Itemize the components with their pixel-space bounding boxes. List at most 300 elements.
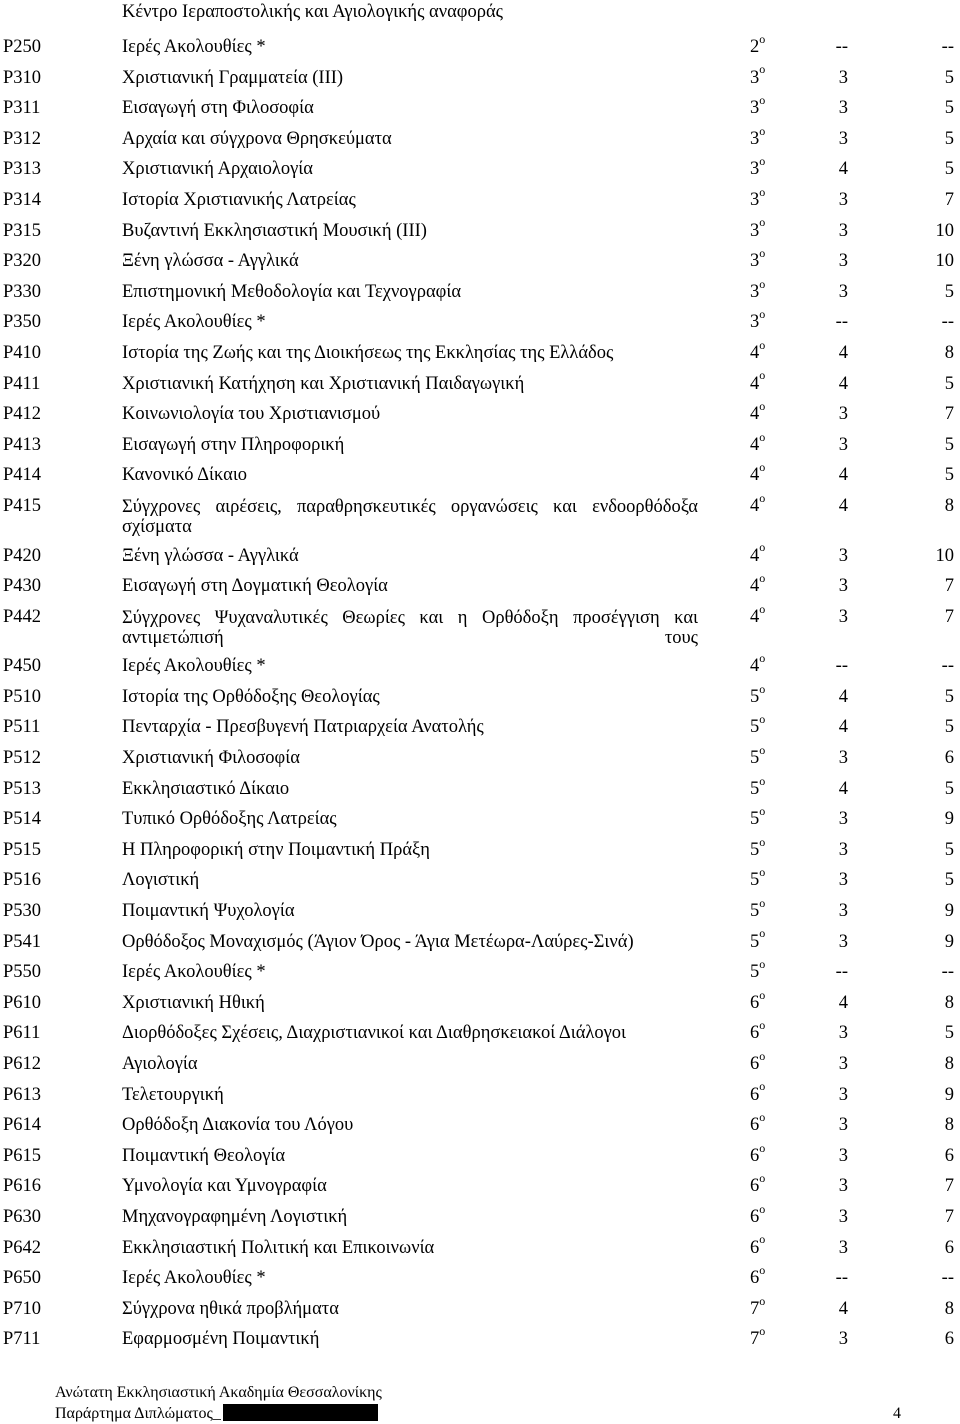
semester-ordinal: ο — [759, 651, 766, 666]
semester-ordinal: ο — [759, 1293, 766, 1308]
course-code: Ρ614 — [3, 1115, 42, 1136]
course-hours: 3 — [838, 748, 848, 769]
course-hours: 3 — [838, 576, 848, 597]
course-title: Σύγχρονες Ψυχαναλυτικές Θεωρίες και η Ορθόδοξη προσέγγιση και αντιμετώπισή τους — [122, 607, 698, 648]
course-table — [0, 32, 960, 1355]
table-row — [0, 774, 960, 805]
course-title: Κοινωνιολογία του Χριστιανισμού — [122, 404, 381, 425]
course-semester — [750, 774, 765, 805]
course-code: Ρ430 — [3, 576, 42, 597]
course-ects: 9 — [944, 931, 954, 952]
course-semester — [750, 835, 765, 866]
semester-number: 4 — [750, 404, 760, 425]
course-ects: 5 — [944, 465, 954, 486]
course-title: Χριστιανική Κατήχηση και Χριστιανική Παιδαγωγική — [122, 373, 525, 394]
semester-ordinal: ο — [759, 154, 766, 169]
course-hours: 3 — [838, 1176, 848, 1197]
course-title: Μηχανογραφημένη Λογιστική — [122, 1206, 348, 1227]
table-row — [0, 682, 960, 713]
course-semester — [750, 1324, 765, 1355]
semester-ordinal: ο — [759, 865, 766, 880]
course-title: Σύγχρονα ηθικά προβλήματα — [122, 1298, 339, 1319]
course-ects: 10 — [935, 545, 954, 566]
semester-number: 5 — [750, 870, 760, 891]
course-semester — [750, 307, 765, 338]
course-semester — [750, 277, 765, 308]
course-semester — [750, 1294, 765, 1325]
course-semester — [750, 1110, 765, 1141]
table-row — [0, 430, 960, 461]
semester-ordinal: ο — [759, 1324, 766, 1339]
table-row — [0, 399, 960, 430]
course-title: Εισαγωγή στη Δογματική Θεολογία — [122, 576, 388, 597]
course-ects: 7 — [944, 576, 954, 597]
table-row — [0, 957, 960, 988]
redaction-bar — [223, 1404, 378, 1421]
course-code: Ρ315 — [3, 220, 42, 241]
course-title: Ιερές Ακολουθίες * — [122, 37, 266, 57]
table-row — [0, 896, 960, 927]
course-title: Ιστορία Χριστιανικής Λατρείας — [122, 189, 356, 210]
course-semester — [750, 154, 765, 185]
course-title: Ιστορία της Ζωής και της Διοικήσεως της Εκκλησίας της Ελλάδος — [122, 342, 614, 363]
semester-ordinal: ο — [759, 1171, 766, 1186]
semester-number: 6 — [750, 1268, 760, 1289]
course-hours: 3 — [838, 1206, 848, 1227]
course-ects: 5 — [944, 778, 954, 799]
course-title: Ποιμαντική Θεολογία — [122, 1145, 286, 1166]
course-semester — [750, 1049, 765, 1080]
course-code: Ρ516 — [3, 870, 42, 891]
course-ects: 7 — [944, 404, 954, 425]
course-ects: 5 — [944, 839, 954, 860]
course-code: Ρ415 — [3, 495, 42, 516]
semester-ordinal: ο — [759, 1263, 766, 1277]
table-row — [0, 712, 960, 743]
course-title: Εκκλησιαστική Πολιτική και Επικοινωνία — [122, 1237, 435, 1258]
course-ects: 5 — [944, 1023, 954, 1044]
semester-ordinal: ο — [759, 773, 766, 788]
semester-ordinal: ο — [759, 1201, 766, 1216]
semester-number: 6 — [750, 1145, 760, 1166]
semester-ordinal: ο — [759, 398, 766, 413]
course-hours: 3 — [838, 931, 848, 952]
course-semester — [750, 63, 765, 94]
course-code: Ρ310 — [3, 67, 42, 88]
course-hours: -- — [835, 1268, 848, 1289]
footer-document-line — [55, 1403, 382, 1424]
course-ects: 6 — [944, 1329, 954, 1350]
semester-ordinal: ο — [759, 123, 766, 138]
semester-number: 6 — [750, 992, 760, 1013]
course-code: Ρ611 — [3, 1023, 41, 1044]
course-code: Ρ511 — [3, 717, 41, 738]
course-code: Ρ313 — [3, 159, 42, 180]
course-ects: 6 — [944, 1237, 954, 1258]
course-title: Διορθόδοξες Σχέσεις, Διαχριστιανικοί και Διαθρησκειακοί Διάλογοι — [122, 1023, 627, 1044]
semester-ordinal: ο — [759, 31, 766, 46]
semester-number: 5 — [750, 839, 760, 860]
course-title: Ιστορία της Ορθόδοξης Θεολογίας — [122, 686, 380, 707]
course-semester — [750, 1141, 765, 1172]
course-title: Επιστημονική Μεθοδολογία και Τεχνογραφία — [122, 281, 462, 302]
course-title: Η Πληροφορική στην Ποιμαντική Πράξη — [122, 839, 430, 860]
course-hours: 4 — [838, 159, 848, 180]
table-row — [0, 804, 960, 835]
page-footer — [55, 1382, 382, 1424]
semester-ordinal: ο — [759, 1048, 766, 1063]
course-title: Χριστιανική Γραμματεία (ΙΙΙ) — [122, 67, 344, 88]
semester-number: 5 — [750, 931, 760, 952]
course-semester — [750, 1080, 765, 1111]
semester-number: 4 — [750, 606, 760, 627]
course-code: Ρ510 — [3, 686, 42, 707]
course-title: Ξένη γλώσσα - Αγγλικά — [122, 251, 299, 272]
course-title: Εφαρμοσμένη Ποιμαντική — [122, 1329, 320, 1350]
semester-number: 7 — [750, 1298, 760, 1319]
semester-number: 4 — [750, 342, 760, 363]
semester-ordinal: ο — [759, 540, 766, 555]
course-ects: 8 — [944, 495, 954, 516]
semester-number: 3 — [750, 159, 760, 180]
table-row — [0, 571, 960, 602]
table-row — [0, 1080, 960, 1111]
table-row — [0, 1141, 960, 1172]
course-hours: 3 — [838, 606, 848, 627]
semester-number: 4 — [750, 434, 760, 455]
course-code: Ρ311 — [3, 98, 41, 119]
footer-document-label: Παράρτημα Διπλώματος_ — [55, 1405, 221, 1422]
course-semester — [750, 460, 765, 491]
course-hours: 3 — [838, 901, 848, 922]
course-code: Ρ613 — [3, 1084, 42, 1105]
course-hours: -- — [835, 656, 848, 677]
table-row — [0, 246, 960, 277]
table-row — [0, 651, 960, 682]
semester-number: 3 — [750, 220, 760, 241]
course-semester — [750, 712, 765, 743]
course-hours: 3 — [838, 1115, 848, 1136]
semester-number: 3 — [750, 281, 760, 302]
course-code: Ρ610 — [3, 992, 42, 1013]
semester-ordinal: ο — [759, 1140, 766, 1155]
course-title: Ιερές Ακολουθίες * — [122, 656, 266, 677]
course-hours: 3 — [838, 1054, 848, 1074]
course-ects: 7 — [944, 1206, 954, 1227]
table-row — [0, 1263, 960, 1294]
semester-number: 3 — [750, 67, 760, 88]
course-code: Ρ314 — [3, 189, 42, 210]
course-ects: 10 — [935, 251, 954, 272]
table-row — [0, 602, 960, 652]
course-hours: 3 — [838, 545, 848, 566]
course-ects: 10 — [935, 220, 954, 241]
course-title: Ιερές Ακολουθίες * — [122, 962, 266, 983]
course-hours: 4 — [838, 373, 848, 394]
course-hours: -- — [835, 962, 848, 983]
course-title: Σύγχρονες αιρέσεις, παραθρησκευτικές οργανώσεις και ενδοορθόδοξα σχίσματα — [122, 496, 698, 537]
course-code: Ρ642 — [3, 1237, 42, 1258]
course-hours: -- — [835, 312, 848, 333]
semester-number: 5 — [750, 962, 760, 983]
course-semester — [750, 571, 765, 602]
course-ects: 5 — [944, 281, 954, 302]
course-ects: 5 — [944, 128, 954, 149]
course-code: Ρ312 — [3, 128, 42, 149]
course-semester — [750, 1018, 765, 1049]
semester-number: 3 — [750, 251, 760, 272]
course-hours: 4 — [838, 778, 848, 799]
course-ects: 7 — [944, 606, 954, 627]
semester-number: 6 — [750, 1176, 760, 1197]
course-semester — [750, 93, 765, 124]
semester-number: 6 — [750, 1115, 760, 1136]
course-ects: 5 — [944, 870, 954, 891]
table-row — [0, 1233, 960, 1264]
table-row — [0, 93, 960, 124]
table-row — [0, 63, 960, 94]
semester-ordinal: ο — [759, 601, 766, 616]
course-ects: -- — [941, 962, 954, 983]
semester-ordinal: ο — [759, 1079, 766, 1094]
semester-ordinal: ο — [759, 337, 766, 352]
course-semester — [750, 602, 765, 633]
course-title: Ποιμαντική Ψυχολογία — [122, 901, 295, 922]
course-code: Ρ450 — [3, 656, 42, 677]
course-code: Ρ420 — [3, 545, 42, 566]
course-ects: 5 — [944, 373, 954, 394]
course-ects: 9 — [944, 1084, 954, 1105]
course-code: Ρ350 — [3, 312, 42, 333]
semester-number: 4 — [750, 545, 760, 566]
course-ects: 5 — [944, 159, 954, 180]
semester-ordinal: ο — [759, 215, 766, 230]
semester-number: 5 — [750, 778, 760, 799]
table-row — [0, 185, 960, 216]
course-code: Ρ612 — [3, 1054, 42, 1074]
semester-number: 3 — [750, 98, 760, 119]
course-code: Ρ411 — [3, 373, 41, 394]
semester-ordinal: ο — [759, 742, 766, 757]
course-title: Τυπικό Ορθόδοξης Λατρείας — [122, 809, 337, 830]
course-title: Αγιολογία — [122, 1054, 198, 1074]
semester-number: 3 — [750, 189, 760, 210]
semester-number: 6 — [750, 1054, 760, 1074]
table-row — [0, 307, 960, 338]
course-code: Ρ616 — [3, 1176, 42, 1197]
semester-ordinal: ο — [759, 184, 766, 199]
course-hours: 3 — [838, 189, 848, 210]
course-title: Υμνολογία και Υμνογραφία — [122, 1176, 327, 1197]
table-row — [0, 460, 960, 491]
course-ects: 5 — [944, 686, 954, 707]
course-code: Ρ650 — [3, 1268, 42, 1289]
course-semester — [750, 430, 765, 461]
course-code: Ρ530 — [3, 901, 42, 922]
semester-ordinal: ο — [759, 1110, 766, 1125]
semester-number: 4 — [750, 495, 760, 516]
course-hours: 3 — [838, 1084, 848, 1105]
course-ects: 5 — [944, 98, 954, 119]
course-semester — [750, 399, 765, 430]
course-hours: 3 — [838, 870, 848, 891]
course-ects: 7 — [944, 189, 954, 210]
course-hours: 4 — [838, 717, 848, 738]
semester-number: 7 — [750, 1329, 760, 1350]
course-ects: 8 — [944, 1054, 954, 1074]
table-row — [0, 154, 960, 185]
semester-number: 4 — [750, 656, 760, 677]
semester-number: 2 — [750, 37, 760, 57]
course-title: Αρχαία και σύγχρονα Θρησκεύματα — [122, 128, 392, 149]
semester-number: 5 — [750, 748, 760, 769]
course-ects: 5 — [944, 434, 954, 455]
semester-number: 5 — [750, 809, 760, 830]
course-ects: 6 — [944, 1145, 954, 1166]
semester-ordinal: ο — [759, 368, 766, 383]
course-ects: -- — [941, 656, 954, 677]
course-ects: 8 — [944, 992, 954, 1013]
course-title: Ορθόδοξη Διακονία του Λόγου — [122, 1115, 354, 1136]
course-title: Χριστιανική Αρχαιολογία — [122, 159, 313, 180]
course-title: Εισαγωγή στην Πληροφορική — [122, 434, 345, 455]
course-semester — [750, 369, 765, 400]
course-code: Ρ615 — [3, 1145, 42, 1166]
course-hours: 3 — [838, 1237, 848, 1258]
course-hours: -- — [835, 37, 848, 57]
course-ects: 7 — [944, 1176, 954, 1197]
course-title: Χριστιανική Ηθική — [122, 992, 265, 1013]
semester-ordinal: ο — [759, 1018, 766, 1033]
course-hours: 3 — [838, 220, 848, 241]
course-semester — [750, 216, 765, 247]
semester-number: 4 — [750, 373, 760, 394]
table-row — [0, 1202, 960, 1233]
course-hours: 3 — [838, 404, 848, 425]
course-hours: 4 — [838, 342, 848, 363]
course-hours: 3 — [838, 1023, 848, 1044]
course-title: Βυζαντινή Εκκλησιαστική Μουσική (ΙΙΙ) — [122, 220, 427, 241]
course-hours: 4 — [838, 1298, 848, 1319]
course-hours: 3 — [838, 839, 848, 860]
course-title: Ορθόδοξος Μοναχισμός (Άγιον Όρος - Άγια Μετέωρα-Λαύρες-Σινά) — [122, 931, 634, 952]
course-hours: 4 — [838, 465, 848, 486]
course-semester — [750, 957, 765, 988]
course-code: Ρ414 — [3, 465, 42, 486]
course-code: Ρ711 — [3, 1329, 41, 1350]
course-ects: 6 — [944, 748, 954, 769]
course-code: Ρ330 — [3, 281, 42, 302]
semester-number: 5 — [750, 717, 760, 738]
semester-ordinal: ο — [759, 987, 766, 1002]
table-row — [0, 277, 960, 308]
course-hours: 3 — [838, 67, 848, 88]
table-row — [0, 124, 960, 155]
course-title: Κανονικό Δίκαιο — [122, 465, 248, 486]
course-semester — [750, 804, 765, 835]
course-ects: 9 — [944, 809, 954, 830]
semester-ordinal: ο — [759, 93, 766, 108]
course-code: Ρ512 — [3, 748, 42, 769]
course-code: Ρ250 — [3, 37, 42, 57]
course-semester — [750, 124, 765, 155]
course-ects: 5 — [944, 717, 954, 738]
semester-ordinal: ο — [759, 460, 766, 475]
course-title: Εισαγωγή στη Φιλοσοφία — [122, 98, 314, 119]
course-ects: 5 — [944, 67, 954, 88]
semester-number: 6 — [750, 1237, 760, 1258]
course-semester — [750, 865, 765, 896]
semester-ordinal: ο — [759, 834, 766, 849]
course-title: Εκκλησιαστικό Δίκαιο — [122, 778, 290, 799]
course-code: Ρ412 — [3, 404, 42, 425]
semester-ordinal: ο — [759, 926, 766, 941]
course-title: Ιερές Ακολουθίες * — [122, 1268, 266, 1289]
semester-number: 5 — [750, 686, 760, 707]
section-heading: Κέντρο Ιεραποστολικής και Αγιολογικής αναφοράς — [122, 2, 503, 22]
semester-number: 4 — [750, 465, 760, 486]
course-code: Ρ320 — [3, 251, 42, 272]
semester-ordinal: ο — [759, 1232, 766, 1247]
course-hours: 3 — [838, 281, 848, 302]
course-code: Ρ513 — [3, 778, 42, 799]
semester-number: 6 — [750, 1206, 760, 1227]
course-title: Χριστιανική Φιλοσοφία — [122, 748, 300, 769]
page-number: 4 — [893, 1405, 901, 1422]
table-row — [0, 1018, 960, 1049]
semester-ordinal: ο — [759, 804, 766, 819]
course-code: Ρ442 — [3, 606, 42, 627]
course-semester — [750, 988, 765, 1019]
table-row — [0, 32, 960, 63]
semester-ordinal: ο — [759, 246, 766, 260]
course-semester — [750, 682, 765, 713]
course-code: Ρ515 — [3, 839, 42, 860]
table-row — [0, 927, 960, 958]
semester-number: 3 — [750, 128, 760, 149]
course-code: Ρ710 — [3, 1298, 42, 1319]
course-hours: 3 — [838, 1145, 848, 1166]
table-row — [0, 988, 960, 1019]
table-row — [0, 369, 960, 400]
course-code: Ρ514 — [3, 809, 42, 830]
table-row — [0, 216, 960, 247]
semester-number: 3 — [750, 312, 760, 333]
table-row — [0, 1171, 960, 1202]
course-ects: 8 — [944, 342, 954, 363]
course-semester — [750, 491, 765, 522]
course-hours: 4 — [838, 686, 848, 707]
course-semester — [750, 541, 765, 572]
course-title: Λογιστική — [122, 870, 200, 891]
course-hours: 4 — [838, 495, 848, 516]
course-ects: -- — [941, 312, 954, 333]
semester-number: 4 — [750, 576, 760, 597]
course-ects: 8 — [944, 1298, 954, 1319]
footer-institution: Ανώτατη Εκκλησιαστική Ακαδημία Θεσσαλονίκης — [55, 1384, 382, 1401]
course-ects: -- — [941, 1268, 954, 1289]
course-code: Ρ413 — [3, 434, 42, 455]
course-code: Ρ541 — [3, 931, 42, 952]
course-semester — [750, 927, 765, 958]
course-ects: 8 — [944, 1115, 954, 1136]
semester-ordinal: ο — [759, 62, 766, 77]
course-hours: 3 — [838, 251, 848, 272]
table-row — [0, 1049, 960, 1080]
semester-ordinal: ο — [759, 957, 766, 972]
table-row — [0, 1324, 960, 1355]
course-title: Ιερές Ακολουθίες * — [122, 312, 266, 333]
